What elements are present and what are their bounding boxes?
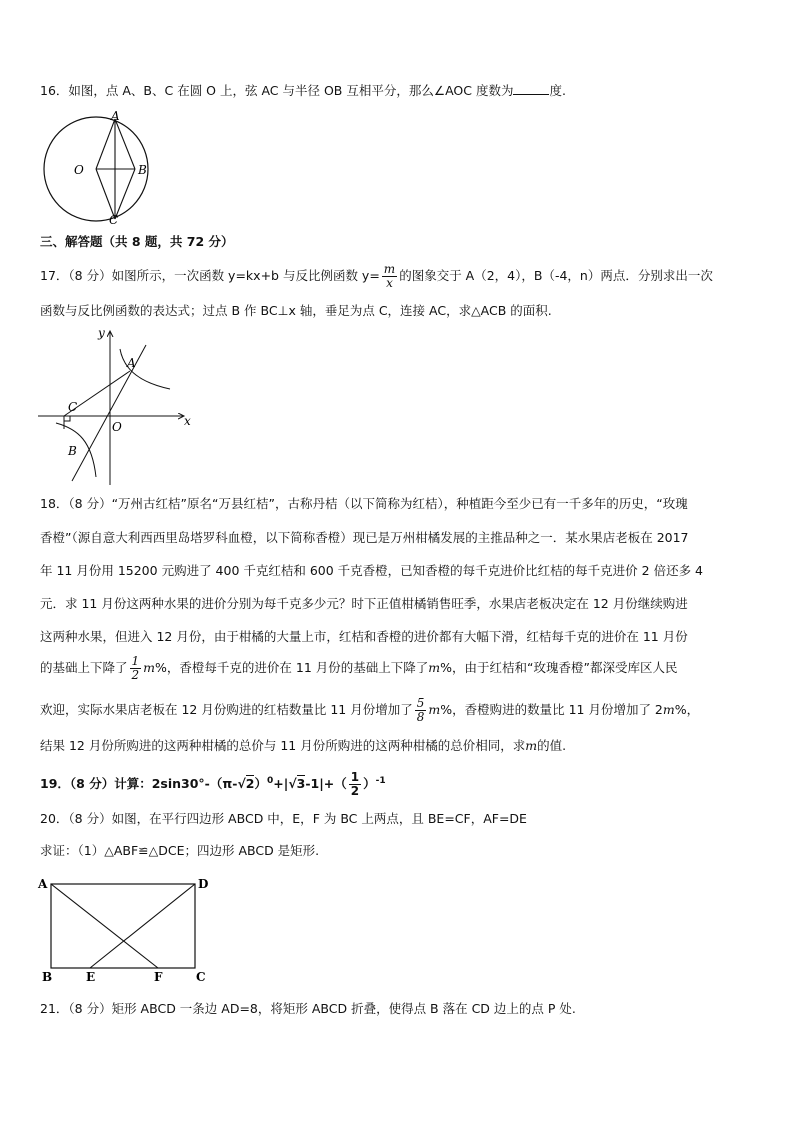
label-o: O [74, 163, 84, 177]
q16-text [40, 82, 566, 100]
label-b: B [68, 444, 77, 458]
q17-line1-b: 的图象交于 A（2，4），B（-4，n）两点．分别求出一次 [399, 268, 713, 283]
right-angle-mark [64, 416, 70, 421]
segment-oa [96, 119, 115, 169]
fraction-one-half: $\frac{1}{2}$ [350, 770, 360, 799]
q18-line1: 18．（8 分）“万州古红桔”原名“万县红桔”，古称丹桔（以下简称为红桔），种植距今至少已有一千多年的历史，“玫瑰 [40, 496, 688, 511]
q18-line4: 元．求 11 月份这两种水果的进价分别为每千克多少元？时下正值柑橘销售旺季，水果店老板决定在 12 月份继续购进 [40, 596, 688, 611]
rectangle-abcd [51, 884, 195, 968]
answer-blank [513, 82, 549, 95]
q18-line6: 的基础上下降了 $\frac{1}{2}$ m%，香橙每千克的进价在 11 月份的基础上下降了m%，由于红桔和“玫瑰香橙”都深受库区人民 [40, 654, 678, 682]
sqrt-symbol: √ [288, 776, 297, 792]
label-b: B [42, 970, 53, 984]
label-c: C [109, 213, 119, 227]
fraction-five-eighths: $\frac{5}{8}$ [416, 696, 425, 724]
q18-line7: 欢迎，实际水果店老板在 12 月份购进的红桔数量比 11 月份增加了 $\frac{5}{8}$ m%，香橙购进的数量比 11 月份增加了 2m%， [40, 696, 700, 724]
label-a: A [38, 877, 48, 891]
q20-rectangle-figure [34, 872, 224, 984]
section-title: 三、解答题（共 8 题，共 72 分） [40, 234, 234, 249]
q18-line3: 年 11 月份用 15200 元购进了 400 千克红桔和 600 千克香橙，已知香橙的每千克进价比红桔的每千克进价 2 倍还多 4 [40, 563, 704, 578]
fraction-m-over-x: $\frac{m}{x}$ [383, 262, 396, 290]
label-o: O [112, 420, 122, 434]
label-f: F [154, 970, 163, 984]
q16-text-b: 度. [549, 83, 566, 98]
label-y: y [98, 326, 105, 340]
q17-line2: 函数与反比例函数的表达式；过点 B 作 BC⊥x 轴，垂足为点 C，连接 AC，求△ACB 的面积. [40, 303, 552, 318]
label-a: A [127, 356, 136, 370]
label-a: A [111, 109, 120, 123]
q20-line2: 求证：（1）△ABF≌△DCE；四边形 ABCD 是矩形. [40, 843, 320, 858]
q17-line1-a: 17．（8 分）如图所示，一次函数 y=kx+b 与反比例函数 y= [40, 268, 380, 283]
label-c: C [196, 970, 206, 984]
q16-text-a: 16．如图，点 A、B、C 在圆 O 上，弦 AC 与半径 OB 互相平分，那么∠AOC 度数为 [40, 83, 514, 98]
fraction-one-half: $\frac{1}{2}$ [131, 654, 140, 682]
sqrt-two: 2 [245, 776, 255, 792]
q21-line1: 21．（8 分）矩形 ABCD 一条边 AD=8，将矩形 ABCD 折叠，使得点 B 落在 CD 边上的点 P 处. [40, 1001, 576, 1016]
q18-line8: 结果 12 月份所购进的这两种柑橘的总价与 11 月份所购进的这两种柑橘的总价相同，求m的值. [40, 738, 567, 753]
q17-line1 [40, 258, 713, 294]
q16-circle-figure [34, 108, 164, 228]
q17-graph-figure [34, 325, 199, 487]
label-c: C [68, 400, 78, 414]
q18-line2: 香橙”（源自意大利西西里岛塔罗科血橙，以下简称香橙）现已是万州柑橘发展的主推品种之一．某水果店老板在 2017 [40, 530, 689, 545]
label-d: D [198, 877, 209, 891]
label-x: x [184, 414, 191, 428]
sqrt-symbol: √ [237, 776, 246, 792]
q20-line1: 20．（8 分）如图，在平行四边形 ABCD 中，E，F 为 BC 上两点，且 BE=CF，AF=DE [40, 811, 527, 826]
q19-line: 19．（8 分）计算：$2\sin 30^\circ-(\pi-√2)^0+|√3-1|+$（ $\frac{1}{2}$ ）$^{-1}$ [40, 770, 386, 799]
sqrt-three: 3 [296, 776, 306, 792]
q18-line5: 这两种水果，但进入 12 月份，由于柑橘的大量上市，红桔和香橙的进价都有大幅下滑，红桔每千克的进价在 11 月份 [40, 629, 688, 644]
label-e: E [86, 970, 96, 984]
segment-oc [96, 169, 115, 219]
label-b: B [138, 163, 147, 177]
